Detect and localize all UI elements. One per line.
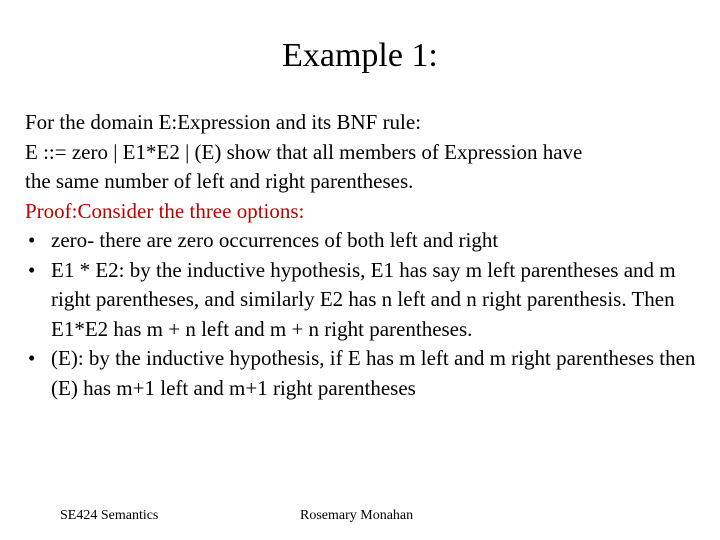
slide-body	[25, 108, 705, 403]
proof-line: Proof:Consider the three options:	[25, 198, 305, 223]
bullet-list	[25, 226, 705, 403]
intro-line: For the domain E:Expression and its BNF rule:	[25, 110, 422, 134]
intro-line: the same number of left and right parentheses.	[25, 169, 414, 193]
bullet-item	[25, 344, 705, 403]
bullet-icon: •	[28, 257, 36, 282]
bullet-item	[25, 226, 705, 256]
bullet-icon: •	[28, 346, 36, 370]
bullet-item	[25, 256, 705, 345]
footer-author: Rosemary Monahan	[300, 508, 414, 523]
bullet-text: (E): by the inductive hypothesis, if E has m left and m right parentheses then (E) has m+1 left and m+1 right parentheses	[51, 346, 696, 400]
bullet-text: zero- there are zero occurrences of both left and right	[51, 228, 499, 252]
intro-line: E ::= zero | E1*E2 | (E) show that all members of Expression have	[25, 139, 583, 164]
slide-title: Example 1:	[282, 37, 438, 74]
footer-course: SE424 Semantics	[60, 508, 159, 523]
bullet-text: E1 * E2: by the inductive hypothesis, E1 has say m left parentheses and m right parentheses, and similarly E2 has n left and n right parenthesis. Then E1*E2 has m + n left and m + n right parentheses.	[51, 257, 676, 341]
bullet-icon: •	[28, 228, 36, 252]
